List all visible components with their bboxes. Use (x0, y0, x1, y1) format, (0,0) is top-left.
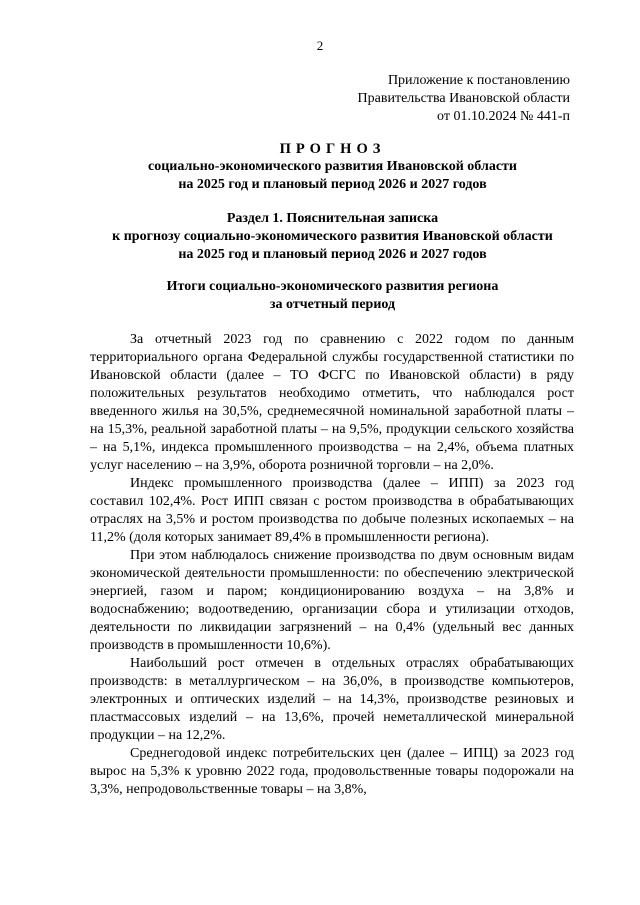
document-title (90, 140, 575, 158)
appendix-line-2: Правительства Ивановской области (357, 91, 570, 106)
section-line-3: на 2025 год и плановый период 2026 и 2027 годов (178, 247, 487, 262)
section-heading (90, 210, 575, 264)
appendix-line-1: Приложение к постановлению (387, 73, 570, 88)
results-line-1: Итоги социально-экономического развития региона (166, 279, 499, 294)
page-number: 2 (316, 38, 324, 53)
paragraph: Среднегодовой индекс потребительских цен (далее – ИПЦ) за 2023 год вырос на 5,3% к уровню 2022 года, продовольственные товары подорожали на 3,3%, непродовольственные товары – на 3,8%, (90, 746, 574, 797)
title-line-2: на 2025 год и плановый период 2026 и 2027 годов (178, 177, 487, 192)
paragraph: При этом наблюдалось снижение производства по двум основным видам экономической деятельности промышленности: по обеспечению электрической энергией, газом и паром; кондиционированию воздуха – на 3,8% и водоснабжению; водоотведению, организации сбора и утилизации отходов, деятельности по ликвидации загрязнений – на 0,4% (удельный вес данных производств в промышленности 10,6%). (90, 548, 574, 653)
results-heading (90, 278, 575, 314)
section-line-2: к прогнозу социально-экономического развития Ивановской области (112, 229, 553, 244)
body-text (90, 331, 574, 799)
paragraph: Наибольший рост отмечен в отдельных отраслях обрабатывающих производств: в металлургическом – на 36,0%, в производстве компьютеров, электронных и оптических изделий – на 14,3%, производстве резиновых и пластмассовых изделий – на 13,6%, прочей неметаллической минеральной продукции – на 12,2%. (90, 656, 574, 743)
results-line-2: за отчетный период (269, 297, 396, 312)
title-line-1: социально-экономического развития Ивановской области (148, 159, 517, 174)
document-subtitle (90, 158, 575, 194)
title-prognoz: ПРОГНОЗ (279, 141, 386, 157)
paragraph: Индекс промышленного производства (далее – ИПП) за 2023 год составил 102,4%. Рост ИПП связан с ростом производства в обрабатывающих отраслях на 3,5% и ростом производства по добыче полезных ископаемых – на 11,2% (доля которых занимает 89,4% в промышленности региона). (90, 476, 574, 545)
appendix-note (358, 72, 570, 126)
appendix-line-3: от 01.10.2024 № 441-п (437, 109, 570, 124)
paragraph: За отчетный 2023 год по сравнению с 2022 годом по данным территориального органа Федеральной службы государственной статистики по Ивановской области (далее – ТО ФСГС по Ивановской области) в ряду положительных результатов необходимо отметить, что наблюдался рост введенного жилья на 30,5%, среднемесячной номинальной заработной платы – на 15,3%, реальной заработной платы – на 9,5%, продукции сельского хозяйства – на 5,1%, индекса промышленного производства – на 2,4%, объема платных услуг населению – на 3,9%, оборота розничной торговли – на 2,0%. (90, 332, 574, 473)
section-line-1: Раздел 1. Пояснительная записка (226, 211, 439, 226)
